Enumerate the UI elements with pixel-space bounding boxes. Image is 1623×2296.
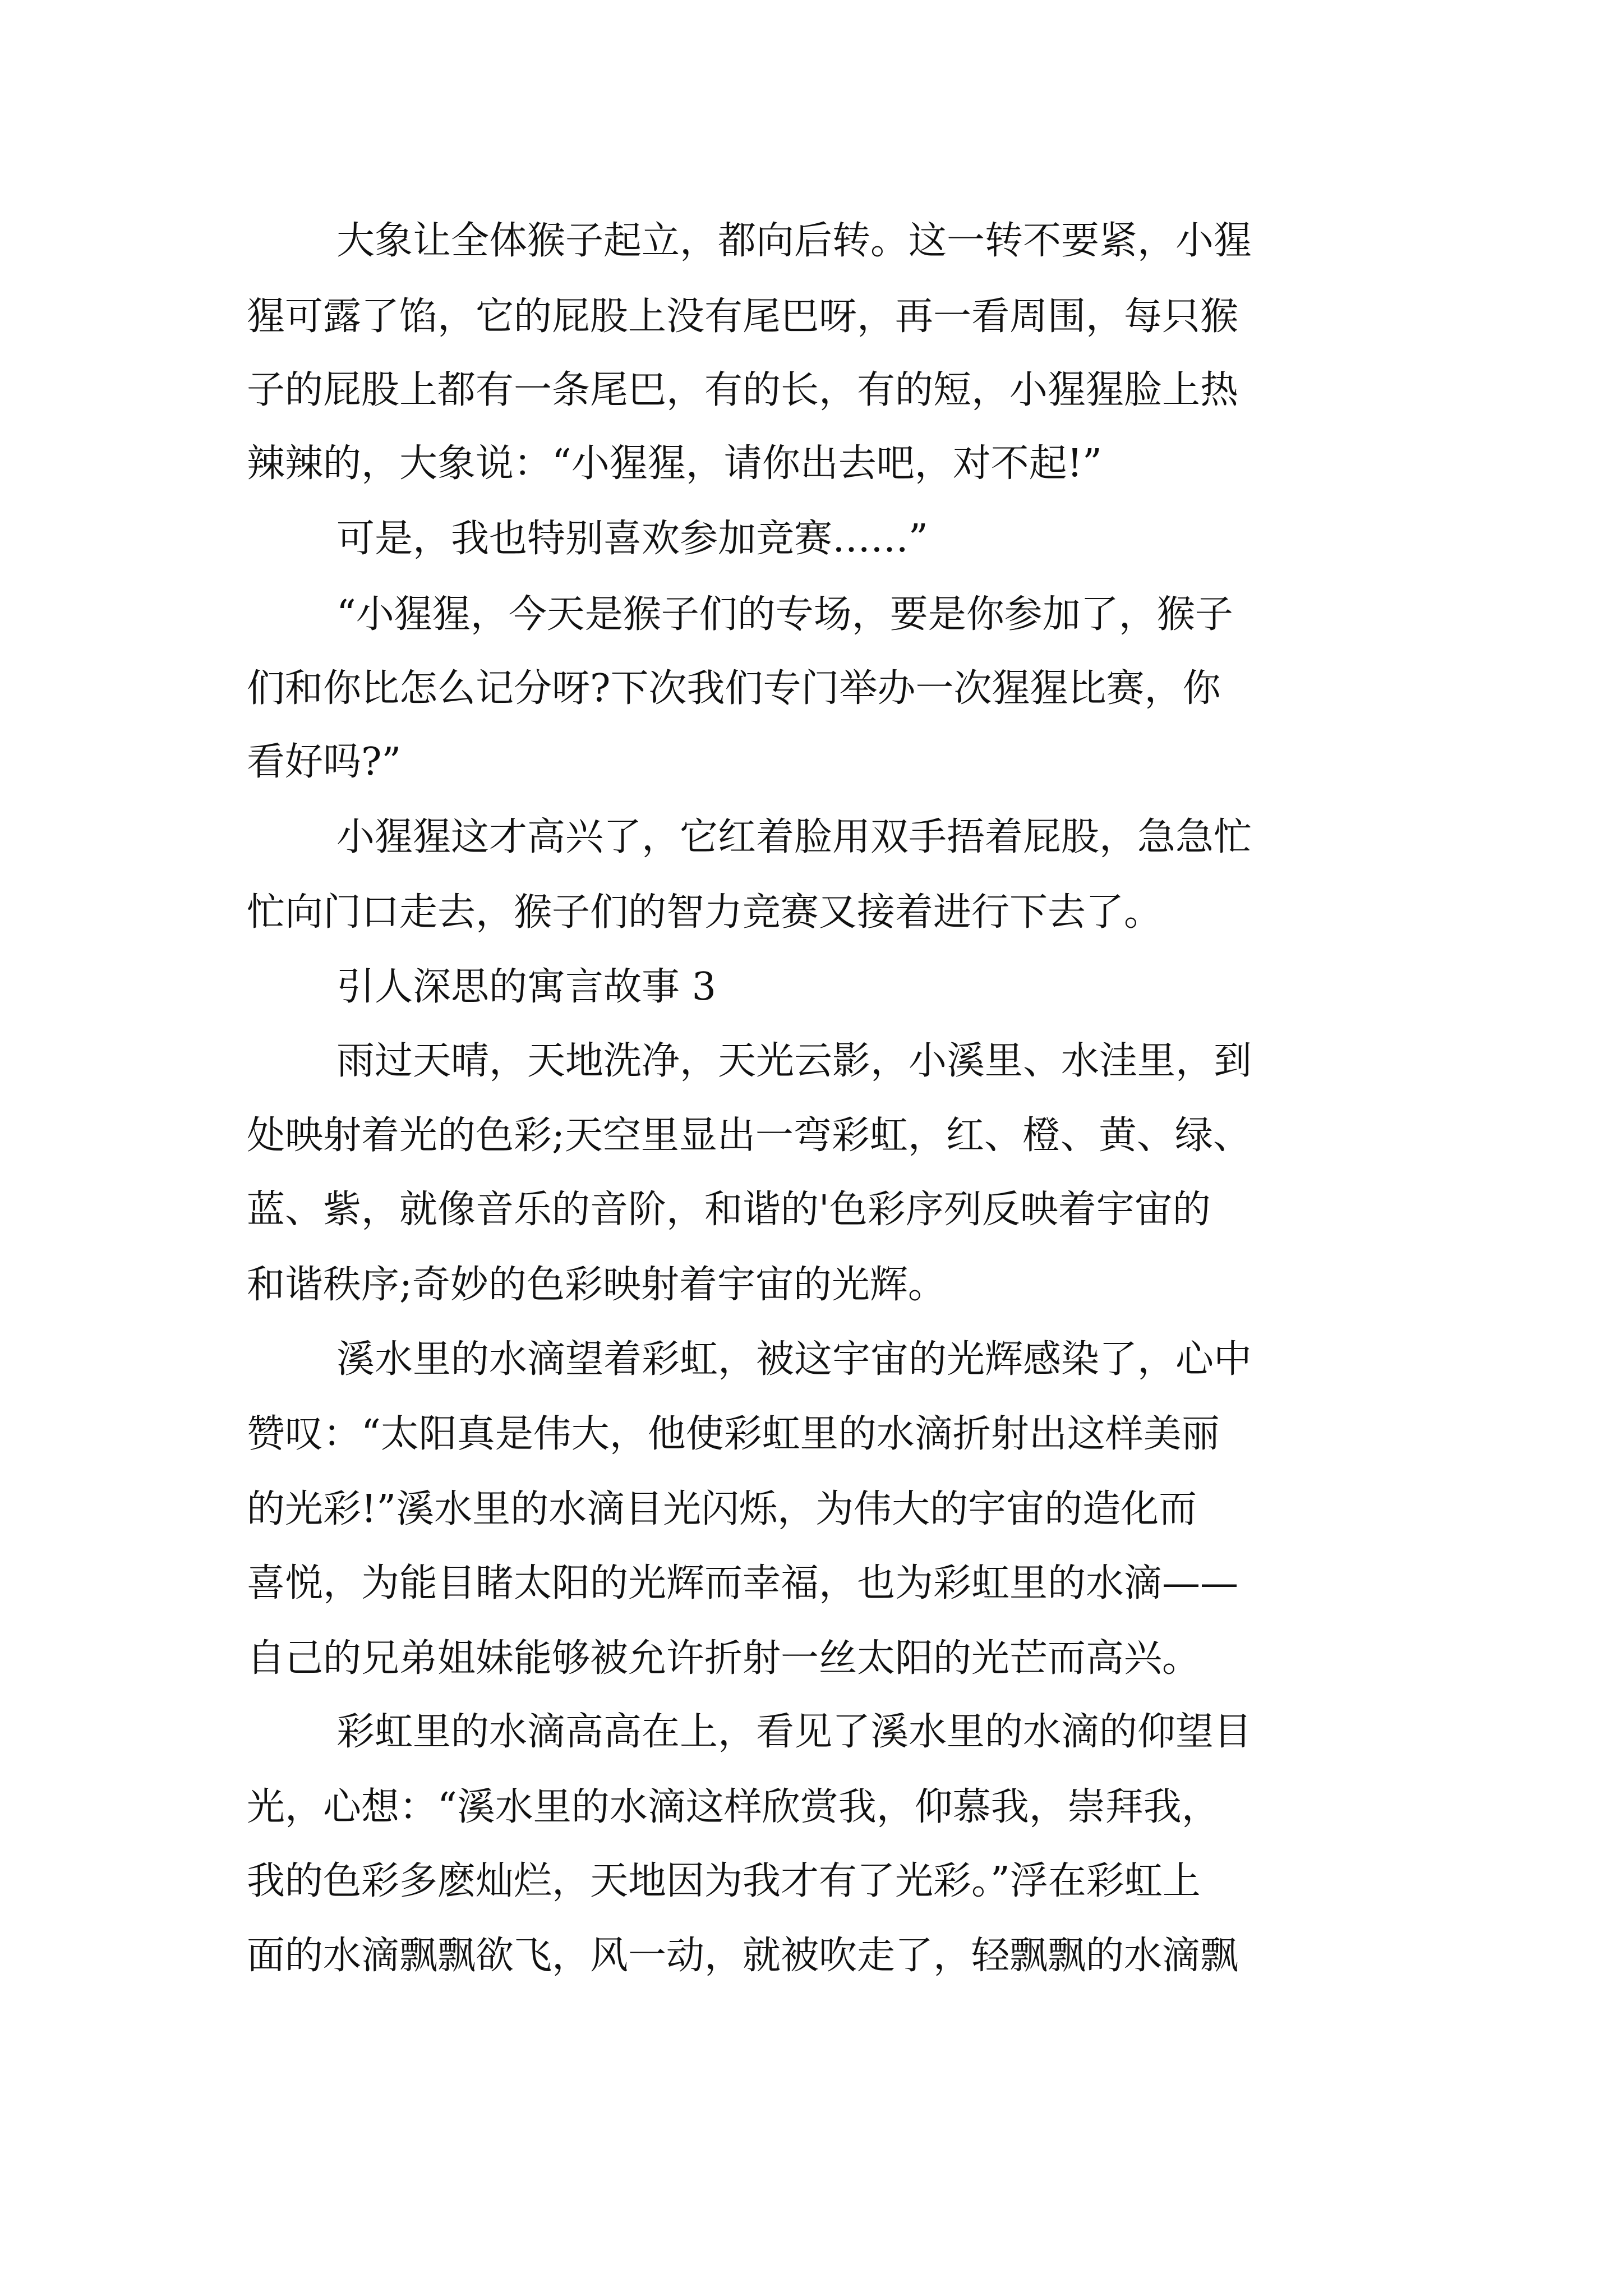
text-line: 我的色彩多麽灿烂，天地因为我才有了光彩。”浮在彩虹上 <box>247 1859 1201 1903</box>
text-line: 子的屁股上都有一条尾巴，有的长，有的短，小猩猩脸上热 <box>247 368 1239 412</box>
text-line: 大象让全体猴子起立，都向后转。这一转不要紧，小猩 <box>336 219 1252 263</box>
text-line: 彩虹里的水滴高高在上，看见了溪水里的水滴的仰望目 <box>336 1710 1252 1754</box>
text-line: “小猩猩，今天是猴子们的专场，要是你参加了，猴子 <box>336 592 1233 637</box>
text-line: 面的水滴飘飘欲飞，风一动，就被吹走了，轻飘飘的水滴飘 <box>247 1934 1239 1978</box>
text-line: 猩可露了馅，它的屁股上没有尾巴呀，再一看周围，每只猴 <box>247 295 1239 339</box>
text-line: 和谐秩序;奇妙的色彩映射着宇宙的光辉。 <box>247 1263 946 1307</box>
text-line: 小猩猩这才高兴了，它红着脸用双手捂着屁股，急急忙 <box>336 815 1252 859</box>
text-line: 溪水里的水滴望着彩虹，被这宇宙的光辉感染了，心中 <box>336 1337 1252 1382</box>
text-line: 处映射着光的色彩;天空里显出一弯彩虹，红、橙、黄、绿、 <box>247 1114 1251 1158</box>
text-line: 可是，我也特别喜欢参加竞赛……” <box>336 517 928 561</box>
text-line: 光，心想：“溪水里的水滴这样欣赏我，仰慕我，崇拜我， <box>247 1785 1220 1829</box>
text-line: 赞叹：“太阳真是伟大，他使彩虹里的水滴折射出这样美丽 <box>247 1412 1220 1456</box>
text-line: 自己的兄弟姐妹能够被允许折射一丝太阳的光芒而高兴。 <box>247 1636 1201 1681</box>
text-line: 的光彩!”溪水里的水滴目光闪烁，为伟大的宇宙的造化而 <box>247 1487 1197 1531</box>
text-line: 们和你比怎么记分呀?下次我们专门举办一次猩猩比赛，你 <box>247 666 1221 711</box>
text-line: 看好吗?” <box>247 740 402 784</box>
text-line: 忙向门口走去，猴子们的智力竞赛又接着进行下去了。 <box>247 890 1163 935</box>
text-line: 辣辣的，大象说：“小猩猩，请你出去吧，对不起!” <box>247 441 1102 486</box>
text-line: 喜悦，为能目睹太阳的光辉而幸福，也为彩虹里的水滴—— <box>247 1561 1239 1605</box>
text-line: 雨过天晴，天地洗净，天光云影，小溪里、水洼里，到 <box>336 1039 1252 1083</box>
section-heading: 引人深思的寓言故事 3 <box>336 965 716 1009</box>
text-line: 蓝、紫，就像音乐的音阶，和谐的'色彩序列反映着宇宙的 <box>247 1188 1211 1232</box>
